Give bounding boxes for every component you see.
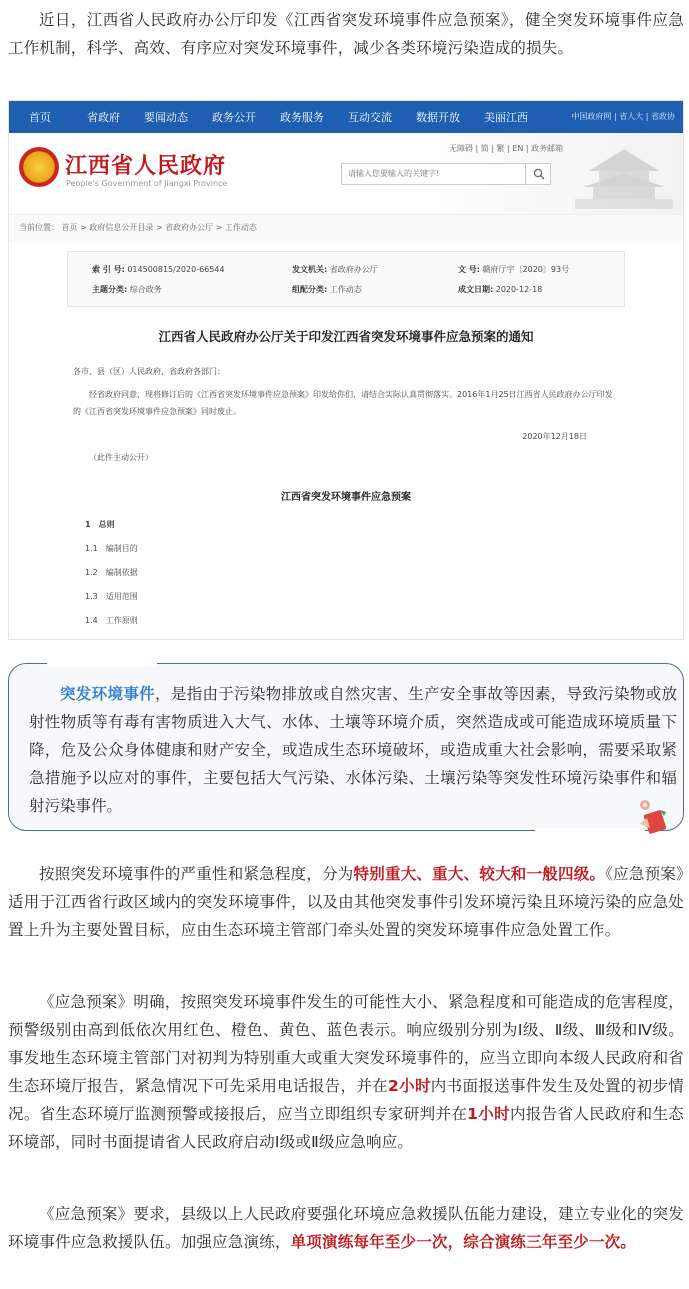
document-public-note: （此件主动公开）	[89, 453, 153, 462]
nav-item-service[interactable]: 政务服务	[280, 111, 324, 124]
outline-item: 1.2 编制依据	[85, 568, 138, 577]
search-input[interactable]: 请输入您要输入的关键字!	[341, 163, 551, 185]
site-banner	[9, 133, 683, 215]
site-title: 江西省人民政府	[65, 154, 227, 179]
site-subtitle: People's Government of Jiangxi Province	[66, 179, 228, 188]
site-nav-bar	[9, 101, 683, 133]
document-addressee: 各市、县（区）人民政府，省政府各部门：	[73, 367, 225, 376]
pencil-decoration-icon	[636, 798, 670, 836]
nav-item-news[interactable]: 要闻动态	[144, 111, 188, 124]
meta-date: 成文日期: 2020-12-18	[458, 285, 543, 294]
meta-docno: 文 号: 赣府厅字〔2020〕93号	[458, 265, 570, 274]
outline-item: 1 总则	[85, 520, 115, 529]
paragraph-drills: 《应急预案》要求，县级以上人民政府要强化环境应急救援队伍能力建设，建立专业化的突发环境事件应急救援队伍。加强应急演练，单项演练每年至少一次，综合演练三年至少一次。	[8, 1205, 684, 1251]
paragraph-warning-levels: 《应急预案》明确，按照突发环境事件发生的可能性大小、紧急程度和可能造成的危害程度，预警级别由高到低依次用红色、橙色、黄色、蓝色表示。响应级别分别为Ⅰ级、Ⅱ级、Ⅲ级和Ⅳ级。事发地生态环境主管部门对初判为特别重大或重大突发环境事件的，应当立即向本级人民政府和省生态环境厅报告，紧急情况下可先采用电话报告，并在2小时内书面报送事件发生及处置的初步情况。省生态环境厅监测预警或接报后，应当立即组织专家研判并在1小时内报告省人民政府和生态环境部，同时书面提请省人民政府启动Ⅰ级或Ⅱ级应急响应。	[8, 993, 685, 1151]
document-body: 经省政府同意，现将修订后的《江西省突发环境事件应急预案》印发给你们，请结合实际认真贯彻落实。2016年1月25日江西省人民政府办公厅印发的《江西省突发环境事件应急预案》同时废止。	[73, 390, 613, 416]
nav-right-links[interactable]: 中国政府网 | 省人大 | 省政协	[571, 112, 675, 121]
pavilion-illustration-icon	[569, 141, 679, 211]
nav-item-public[interactable]: 政务公开	[212, 111, 256, 124]
nav-item-home[interactable]: 首页	[29, 111, 51, 124]
document-title: 江西省人民政府办公厅关于印发江西省突发环境事件应急预案的通知	[158, 329, 534, 344]
nav-item-data[interactable]: 数据开放	[416, 111, 460, 124]
document-metadata-table	[67, 251, 625, 307]
plan-outline	[9, 513, 683, 633]
outline-item: 1.4 工作原则	[85, 616, 138, 625]
outline-item: 1.1 编制目的	[85, 544, 138, 553]
breadcrumb: 当前位置： 首页 > 政府信息公开目录 > 省政府办公厅 > 工作动态	[9, 215, 683, 241]
meta-index: 索 引 号: 014500815/2020-66544	[92, 265, 225, 274]
definition-term: 突发环境事件	[60, 685, 155, 703]
nav-item-province[interactable]: 省政府	[87, 111, 120, 124]
definition-text: 突发环境事件，是指由于污染物排放或自然灾害、生产安全事故等因素，导致污染物或放射性物质等有毒有害物质进入大气、水体、土壤等环境介质，突然造成或可能造成环境质量下降，危及公众身体健康和财产安全，或造成生态环境破坏，或造成重大社会影响，需要采取紧急措施予以应对的事件，主要包括大气污染、水体污染、土壤污染等突发性环境污染事件和辐射污染事件。	[29, 685, 677, 815]
top-links[interactable]: 无障碍 | 简 | 繁 | EN | 政务邮箱	[449, 144, 564, 153]
paragraph-severity: 按照突发环境事件的严重性和紧急程度，分为特别重大、重大、较大和一般四级。《应急预案》适用于江西省行政区域内的突发环境事件，以及由其他突发事件引发环境污染且环境污染的应急处置上升为主要处置目标，应由生态环境主管部门牵头处置的突发环境事件应急处置工作。	[8, 865, 684, 939]
definition-card	[8, 663, 684, 831]
meta-issuer: 发文机关: 省政府办公厅	[292, 265, 378, 274]
embedded-webpage-image	[8, 100, 684, 640]
intro-paragraph: 近日，江西省人民政府办公厅印发《江西省突发环境事件应急预案》，健全突发环境事件应急工作机制，科学、高效、有序应对突发环境事件，减少各类环境污染造成的损失。	[8, 11, 684, 57]
plan-title: 江西省突发环境事件应急预案	[281, 492, 411, 503]
nav-item-beautiful[interactable]: 美丽江西	[484, 111, 528, 124]
search-icon[interactable]	[525, 163, 551, 185]
meta-class: 组配分类: 工作动态	[292, 285, 362, 294]
national-emblem-icon	[19, 147, 59, 187]
outline-item: 1.3 适用范围	[85, 592, 138, 601]
meta-topic: 主题分类: 综合政务	[92, 285, 162, 294]
document-date: 2020年12月18日	[522, 432, 587, 441]
nav-item-interact[interactable]: 互动交流	[348, 111, 392, 124]
